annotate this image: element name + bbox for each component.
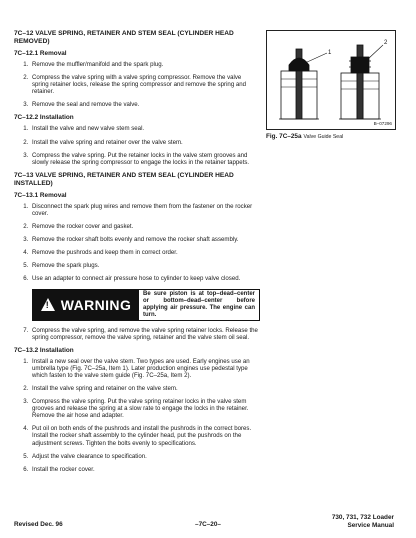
list-item: 2. Install the valve spring and retainer over the valve stem. [30, 139, 258, 146]
section-7c12-removal-heading: 7C–12.1 Removal [14, 50, 67, 57]
list-item: 6. Use an adapter to connect air pressure hose to cylinder to keep valve closed. [30, 275, 258, 282]
section-7c13-removal-step-7 [14, 327, 258, 341]
list-item: 2. Install the valve spring and retainer on the valve stem. [30, 385, 258, 392]
list-item: 1. Disconnect the spark plug wires and remove them from the fastener on the rocker cover. [30, 203, 258, 217]
list-item: 3. Remove the seal and remove the valve. [30, 101, 258, 108]
footer-manual-title [332, 514, 394, 530]
list-item: 6. Install the rocker cover. [30, 466, 258, 473]
section-7c13-removal-steps [14, 203, 258, 283]
figure-valve-guide-seal [266, 30, 396, 130]
footer-revised: Revised Dec. 96 [14, 521, 63, 528]
figure-drawing-id: B–07296 [373, 121, 392, 126]
section-7c12-installation-heading: 7C–12.2 Installation [14, 114, 74, 122]
section-7c13-installation-steps [14, 358, 258, 473]
section-7c12-title: 7C–12 VALVE SPRING, RETAINER AND STEM SEAL (CYLINDER HEAD REMOVED) [14, 30, 234, 45]
section-7c12-installation-steps [14, 125, 258, 165]
list-item: 3. Compress the valve spring. Put the valve spring retainer locks in the valve stem grooves and release the spring at a slow rate to engage the locks in the retainer. Remove the air hose and adapter. [30, 398, 258, 419]
warning-box [32, 289, 260, 321]
list-item: 2. Remove the rocker cover and gasket. [30, 223, 258, 230]
list-item: 5. Adjust the valve clearance to specification. [30, 453, 258, 460]
list-item: 4. Remove the pushrods and keep them in correct order. [30, 249, 258, 256]
warning-badge [33, 290, 139, 320]
pedestal-seal-drawing [339, 45, 383, 119]
footer-model-line: 730, 731, 732 Loader [331, 514, 394, 521]
section-7c13-installation-heading: 7C–13.2 Installation [14, 346, 74, 354]
warning-text: Be sure piston is at top–dead–center or bottom–dead–center before applying air pressure. The engine can turn. [143, 290, 255, 318]
valve-seal-illustration [267, 31, 395, 129]
list-item: 4. Put oil on both ends of the pushrods and install the pushrods in the correct bores. Install the rocker shaft assembly to the cylinder head, put the pushrods on the adjustment screws. Tighten the bolts evenly to specifications. [30, 425, 258, 446]
list-item: 1. Install a new seal over the valve stem. Two types are used. Early engines use an umbrella type (Fig. 7C–25a, Item 1). Later production engines use pedestal type which fasten to the valve stem guide (Fig. 7C–25a, Item 2). [30, 358, 258, 379]
list-item: 3. Compress the valve spring. Put the retainer locks in the valve stem grooves and slowly release the spring compressor to engage the locks in the retainer tappets. [30, 152, 258, 166]
figure-caption-text: Valve Guide Seal [303, 134, 344, 140]
warning-label: WARNING [60, 296, 132, 313]
list-item: 2. Compress the valve spring with a valve spring compressor. Remove the valve spring retainer locks, release the spring compressor and remove the spring and retainer. [30, 74, 258, 95]
figure-caption-number: Fig. 7C–25a [266, 133, 302, 140]
right-column [266, 30, 396, 140]
figure-caption [266, 133, 396, 140]
list-item: 7. Compress the valve spring, and remove the valve spring retainer locks. Release the spring compressor, remove the valve spring, retainer and the valve stem oil seal. [30, 327, 258, 341]
footer-manual: Service Manual [347, 522, 394, 529]
figure-callout-1: 1 [328, 50, 332, 56]
section-7c13-removal-heading: 7C–13.1 Removal [14, 191, 67, 199]
umbrella-seal-drawing [279, 49, 327, 119]
footer-page-number: –7C–20– [195, 521, 221, 528]
figure-callout-2: 2 [384, 40, 388, 46]
list-item: 5. Remove the spark plugs. [30, 262, 258, 269]
list-item: 1. Install the valve and new valve stem seal. [30, 125, 258, 132]
left-column [14, 30, 258, 479]
section-7c12-removal-steps [14, 61, 258, 108]
warning-triangle-icon: ! [41, 298, 55, 311]
list-item: 1. Remove the muffler/manifold and the spark plug. [30, 61, 258, 68]
list-item: 3. Remove the rocker shaft bolts evenly and remove the rocker shaft assembly. [30, 236, 258, 243]
section-7c13-title: 7C–13 VALVE SPRING, RETAINER AND STEM SEAL (CYLINDER HEAD INSTALLED) [14, 171, 234, 187]
